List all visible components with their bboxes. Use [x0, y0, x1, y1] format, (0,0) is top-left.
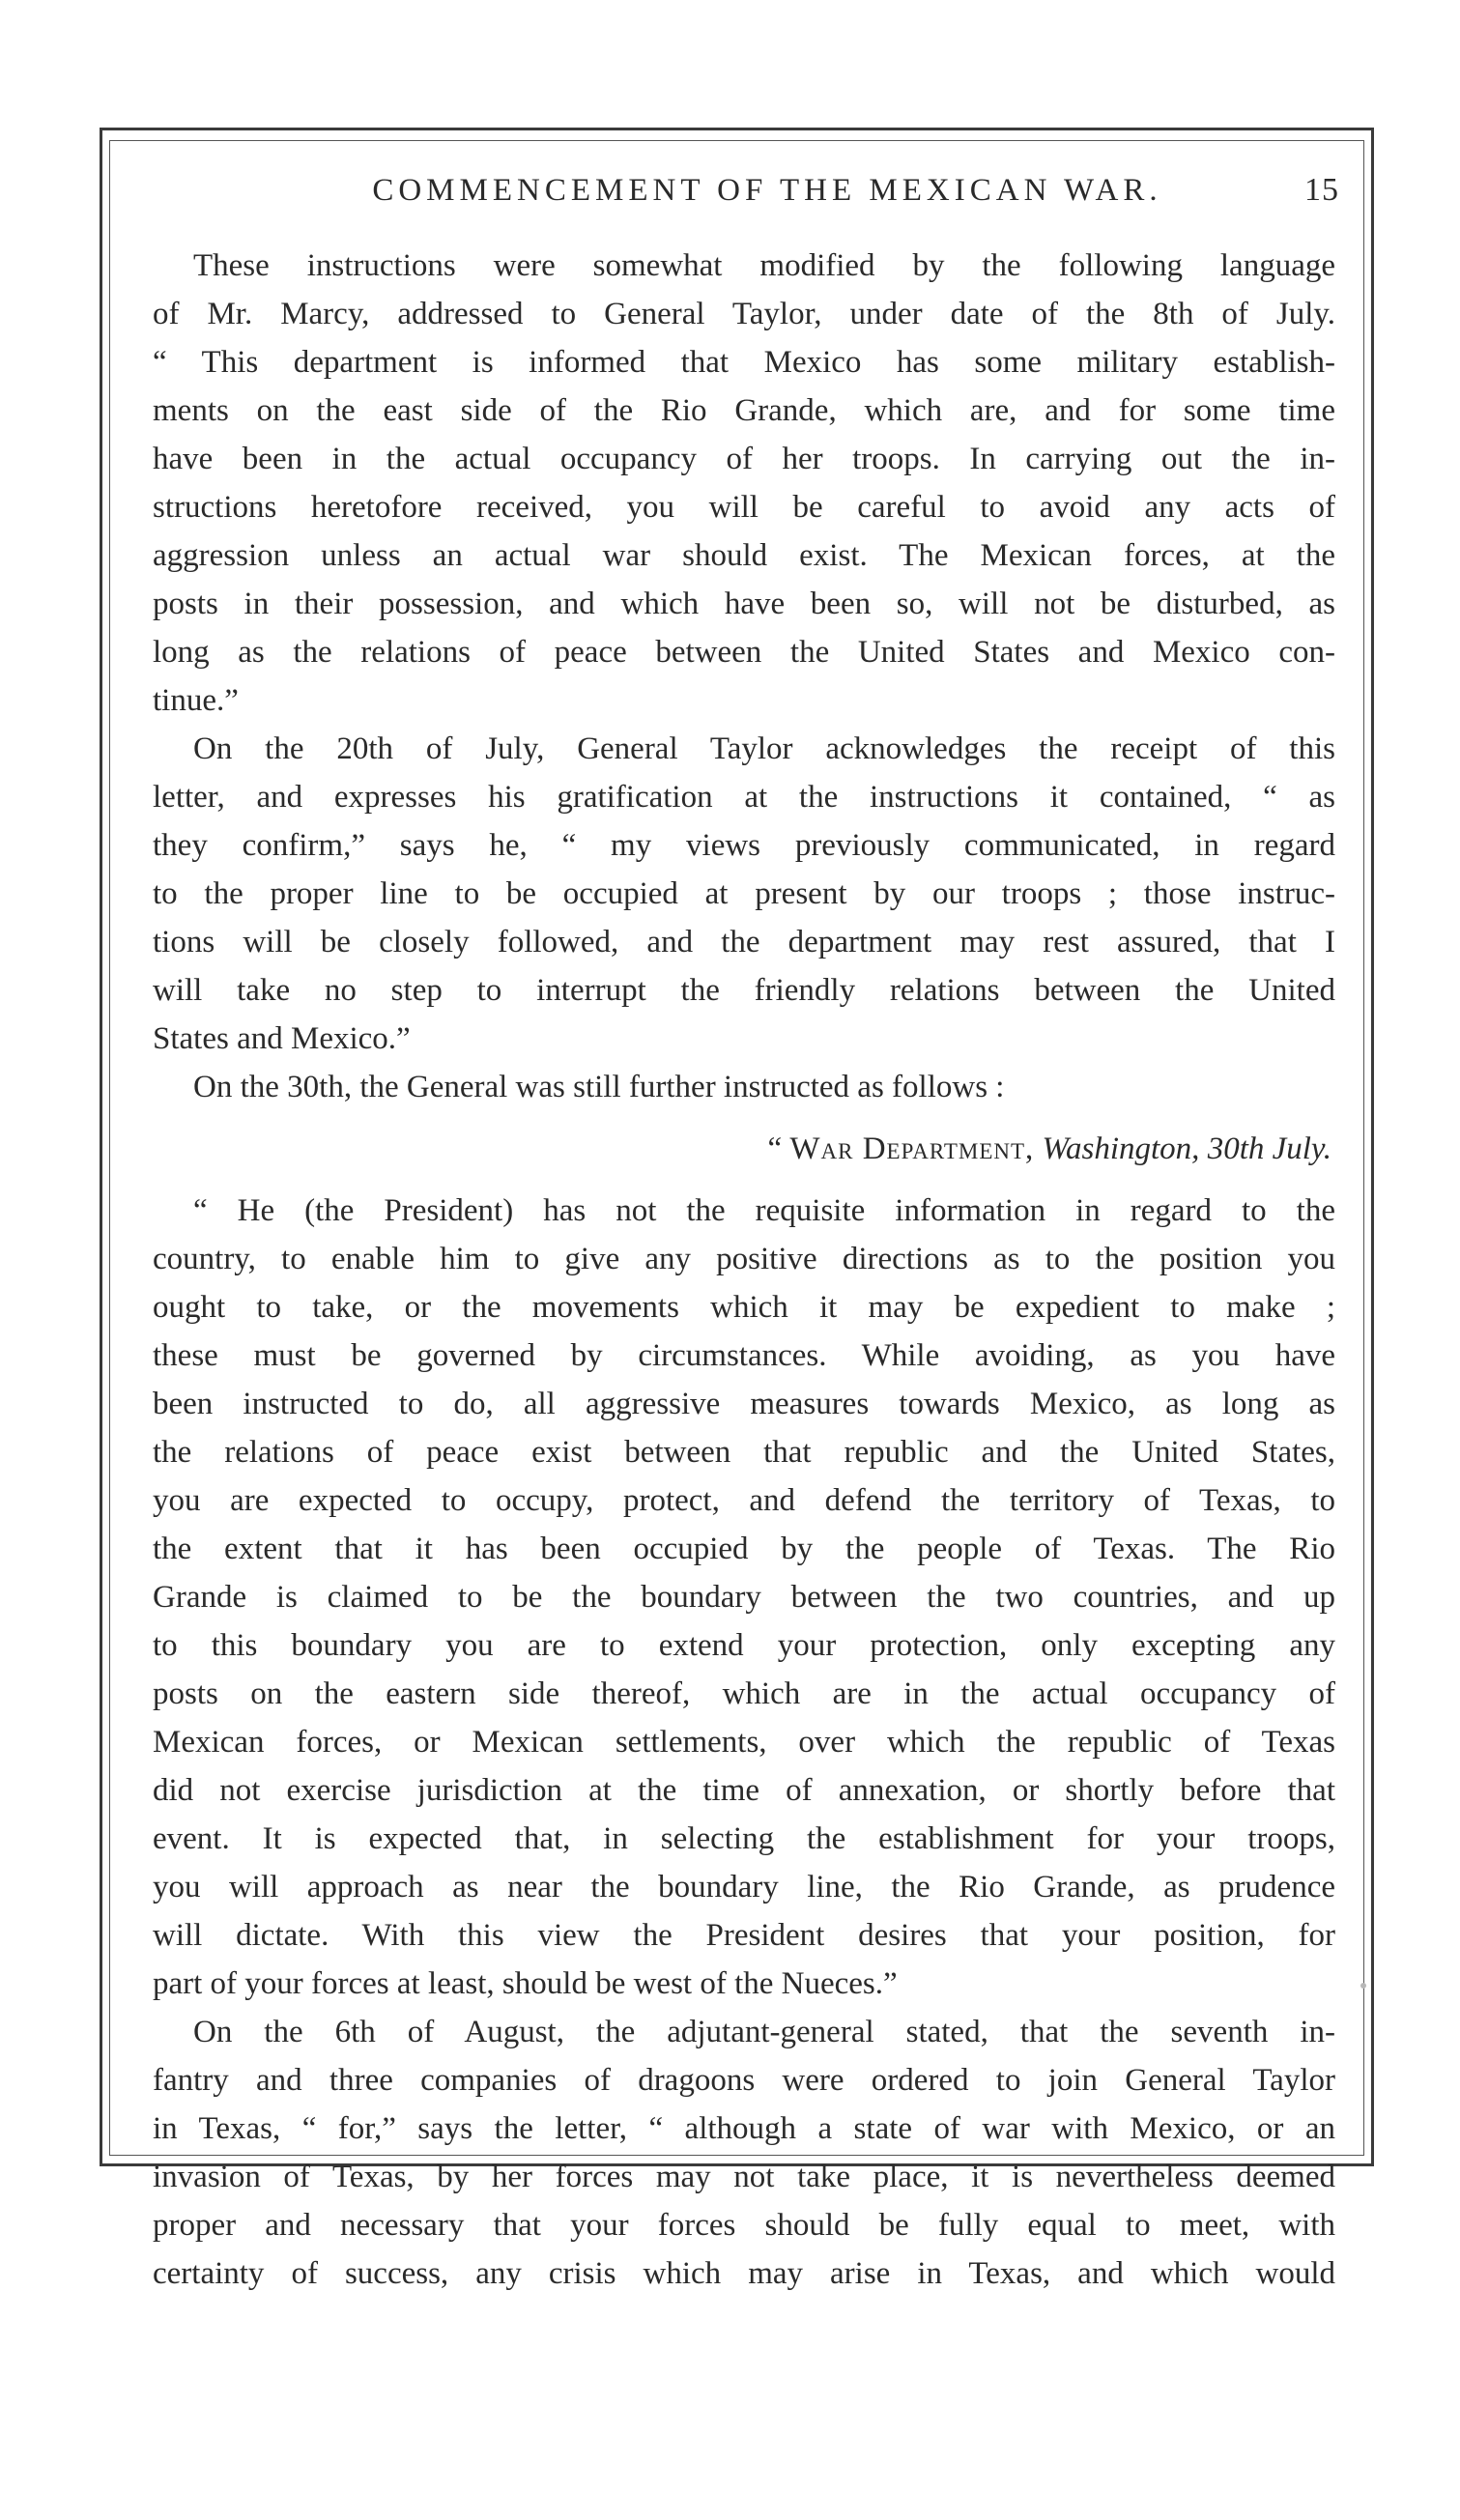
text-line: the relations of peace exist between that republic and the United States,: [153, 1435, 1335, 1470]
text-line: certainty of success, any crisis which may arise in Texas, and which would: [153, 2256, 1335, 2291]
text-line: part of your forces at least, should be west of the Nueces.”: [153, 1966, 898, 2001]
text-line: proper and necessary that your forces should be fully equal to meet, with: [153, 2208, 1335, 2243]
paragraph-adjutant-general: [153, 2008, 1335, 2298]
text-line: to this boundary you are to extend your protection, only excepting any: [153, 1628, 1335, 1663]
text-line: ments on the east side of the Rio Grande, which are, and for some time: [153, 393, 1335, 428]
dateline-open-quote: “: [767, 1131, 790, 1166]
paragraph-taylor-acknowledgement: [153, 725, 1335, 1063]
text-line: did not exercise jurisdiction at the time of annexation, or shortly before that: [153, 1773, 1335, 1808]
text-line: you will approach as near the boundary line, the Rio Grande, as prudence: [153, 1870, 1335, 1904]
dateline-place: Washington,: [1042, 1131, 1200, 1166]
text-line: fantry and three companies of dragoons were ordered to join General Taylor: [153, 2063, 1335, 2098]
text-line: On the 6th of August, the adjutant-general stated, that the seventh in-: [193, 2015, 1335, 2049]
text-line: will dictate. With this view the President desires that your position, for: [153, 1918, 1335, 1953]
text-line: letter, and expresses his gratification at the instructions it contained, “ as: [153, 780, 1335, 815]
text-line: have been in the actual occupancy of her troops. In carrying out the in-: [153, 442, 1335, 476]
text-line: they confirm,” says he, “ my views previously communicated, in regard: [153, 828, 1335, 863]
text-line: will take no step to interrupt the friendly relations between the United: [153, 973, 1335, 1008]
text-line: posts in their possession, and which have been so, will not be disturbed, as: [153, 587, 1335, 621]
margin-mark: [1360, 1983, 1366, 1989]
text-line: been instructed to do, all aggressive measures towards Mexico, as long as: [153, 1387, 1335, 1421]
text-line: country, to enable him to give any positive directions as to the position you: [153, 1242, 1335, 1276]
text-line: On the 30th, the General was still further instructed as follows :: [193, 1070, 1005, 1104]
text-line: “ He (the President) has not the requisite information in regard to the: [193, 1193, 1335, 1228]
body-text: [153, 242, 1335, 2298]
text-line: invasion of Texas, by her forces may not take place, it is nevertheless deemed: [153, 2160, 1335, 2194]
running-head: [184, 172, 1339, 218]
text-line: these must be governed by circumstances. While avoiding, as you have: [153, 1338, 1335, 1373]
text-line: posts on the eastern side thereof, which are in the actual occupancy of: [153, 1676, 1335, 1711]
text-line: On the 20th of July, General Taylor acknowledges the receipt of this: [193, 731, 1335, 766]
text-line: These instructions were somewhat modified by the following language: [193, 248, 1335, 283]
text-line: of Mr. Marcy, addressed to General Taylor, under date of the 8th of July.: [153, 297, 1335, 331]
text-line: tinue.”: [153, 683, 239, 718]
text-line: ought to take, or the movements which it may be expedient to make ;: [153, 1290, 1335, 1325]
text-line: Mexican forces, or Mexican settlements, over which the republic of Texas: [153, 1725, 1335, 1760]
dateline-date: 30th July.: [1207, 1131, 1331, 1166]
text-line: you are expected to occupy, protect, and defend the territory of Texas, to: [153, 1483, 1335, 1518]
text-line: to the proper line to be occupied at present by our troops ; those instruc-: [153, 876, 1335, 911]
text-line: event. It is expected that, in selecting the establishment for your troops,: [153, 1821, 1335, 1856]
text-line: in Texas, “ for,” says the letter, “ although a state of war with Mexico, or an: [153, 2111, 1335, 2146]
text-line: aggression unless an actual war should exist. The Mexican forces, at the: [153, 538, 1335, 573]
dateline-department: War Department,: [789, 1131, 1035, 1166]
text-line: the extent that it has been occupied by the people of Texas. The Rio: [153, 1532, 1335, 1566]
running-head-title: COMMENCEMENT OF THE MEXICAN WAR.: [372, 173, 1162, 208]
text-line: structions heretofore received, you will be careful to avoid any acts of: [153, 490, 1335, 525]
paragraph-president-letter: [153, 1187, 1335, 2008]
paragraph-further-instructed: [153, 1063, 1335, 1111]
text-line: States and Mexico.”: [153, 1021, 411, 1056]
text-line: “ This department is informed that Mexico has some military establish-: [153, 345, 1335, 380]
text-line: tions will be closely followed, and the department may rest assured, that I: [153, 925, 1335, 959]
text-line: long as the relations of peace between the United States and Mexico con-: [153, 635, 1335, 670]
page-number: 15: [1304, 172, 1339, 208]
letter-dateline: [153, 1125, 1335, 1173]
paragraph-marcy-instructions: [153, 242, 1335, 725]
text-line: Grande is claimed to be the boundary between the two countries, and up: [153, 1580, 1335, 1615]
